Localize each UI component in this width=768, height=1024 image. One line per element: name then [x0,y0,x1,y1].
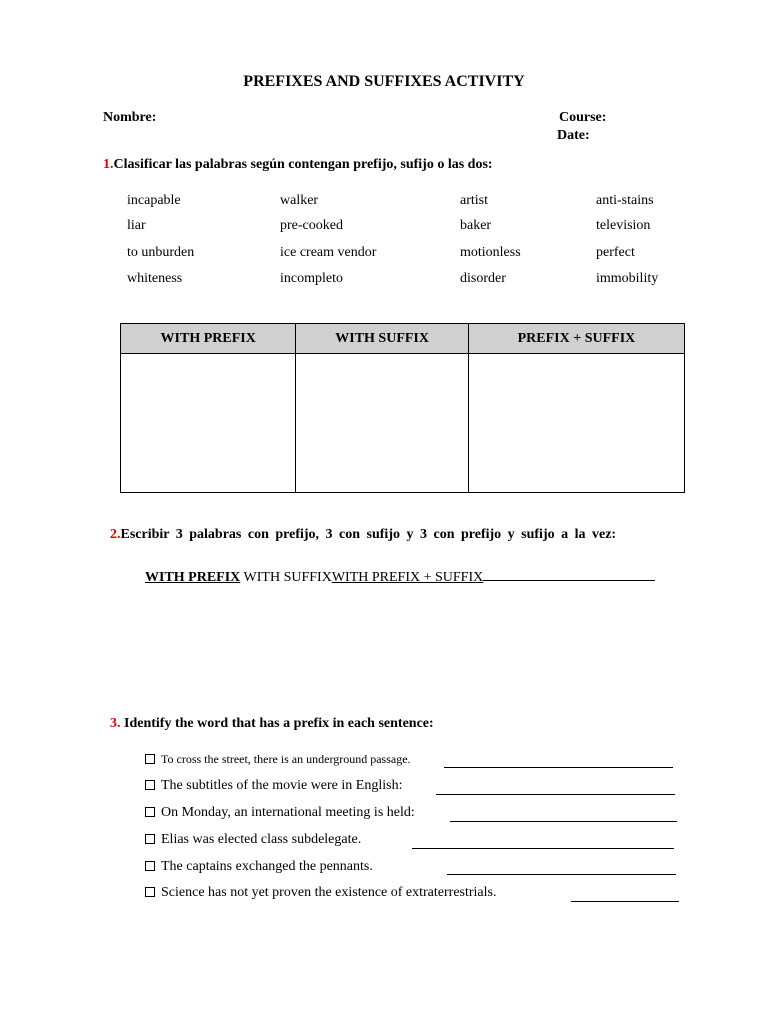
with-suffix-label: WITH SUFFIX [243,570,332,585]
word-item: disorder [460,271,506,286]
sentence-text: The subtitles of the movie were in English: [161,778,403,793]
course-label: Course: [559,110,607,125]
word-item: immobility [596,271,659,286]
answer-line[interactable] [450,821,677,822]
sentence-text: To cross the street, there is an underground passage. [161,752,411,766]
word-item: artist [460,193,488,208]
question-2-heading [110,527,616,543]
suffix-answer-cell[interactable] [296,354,469,493]
word-item: incompleto [280,271,343,286]
checkbox-icon [145,834,155,844]
checkbox-icon [145,807,155,817]
word-item: incapable [127,193,181,208]
answer-line[interactable] [444,767,673,768]
sentence-text: Science has not yet proven the existence of extraterrestrials. [161,885,497,900]
word-item: liar [127,218,146,233]
date-label: Date: [557,128,590,143]
classification-table [120,323,685,493]
sentence-item [145,778,402,794]
sentence-text: The captains exchanged the pennants. [161,859,373,874]
word-item: walker [280,193,319,208]
word-item: motionless [460,245,521,260]
table-header-suffix: WITH SUFFIX [296,324,469,354]
answer-line[interactable] [571,901,679,902]
word-item: to unburden [127,245,195,260]
page-title: PREFIXES AND SUFFIXES ACTIVITY [243,73,525,90]
with-prefix-suffix-label: WITH PREFIX + SUFFIX [331,570,484,585]
table-header-prefix-suffix: PREFIX + SUFFIX [468,324,684,354]
question-3-heading [110,716,434,732]
checkbox-icon [145,861,155,871]
question-2-number: 2. [110,527,121,542]
word-item: whiteness [127,271,183,286]
prefix-suffix-answer-cell[interactable] [468,354,684,493]
sentence-item [145,805,415,821]
prefix-suffix-answer-line[interactable] [483,566,655,581]
sentence-text: On Monday, an international meeting is held: [161,805,415,820]
with-prefix-label: WITH PREFIX [145,570,241,585]
prefix-answer-cell[interactable] [121,354,296,493]
question-3-text: Identify the word that has a prefix in each sentence: [124,716,434,731]
checkbox-icon [145,887,155,897]
sentence-text: Elias was elected class subdelegate. [161,832,362,847]
checkbox-icon [145,754,155,764]
word-item: pre-cooked [280,218,343,233]
question-3-number: 3. [110,716,121,731]
checkbox-icon [145,780,155,790]
question-1-heading [103,157,493,173]
word-item: television [596,218,651,233]
question-1-number: 1. [103,157,114,172]
question-2-text: Escribir 3 palabras con prefijo, 3 con sufijo y 3 con prefijo y sufijo a la vez: [120,527,617,542]
word-item: anti-stains [596,193,654,208]
answer-line[interactable] [447,874,676,875]
table-header-prefix: WITH PREFIX [121,324,296,354]
sentence-item [145,832,361,848]
word-item: perfect [596,245,635,260]
answer-line[interactable] [436,794,675,795]
answer-line[interactable] [412,848,674,849]
sentence-item [145,885,496,901]
sentence-item [145,859,373,875]
word-item: ice cream vendor [280,245,377,260]
question-1-text: Clasificar las palabras según contengan prefijo, sufijo o las dos: [113,157,493,172]
word-item: baker [460,218,492,233]
answer-columns-row [145,566,655,586]
sentence-item [145,752,411,767]
name-label: Nombre: [103,110,157,125]
